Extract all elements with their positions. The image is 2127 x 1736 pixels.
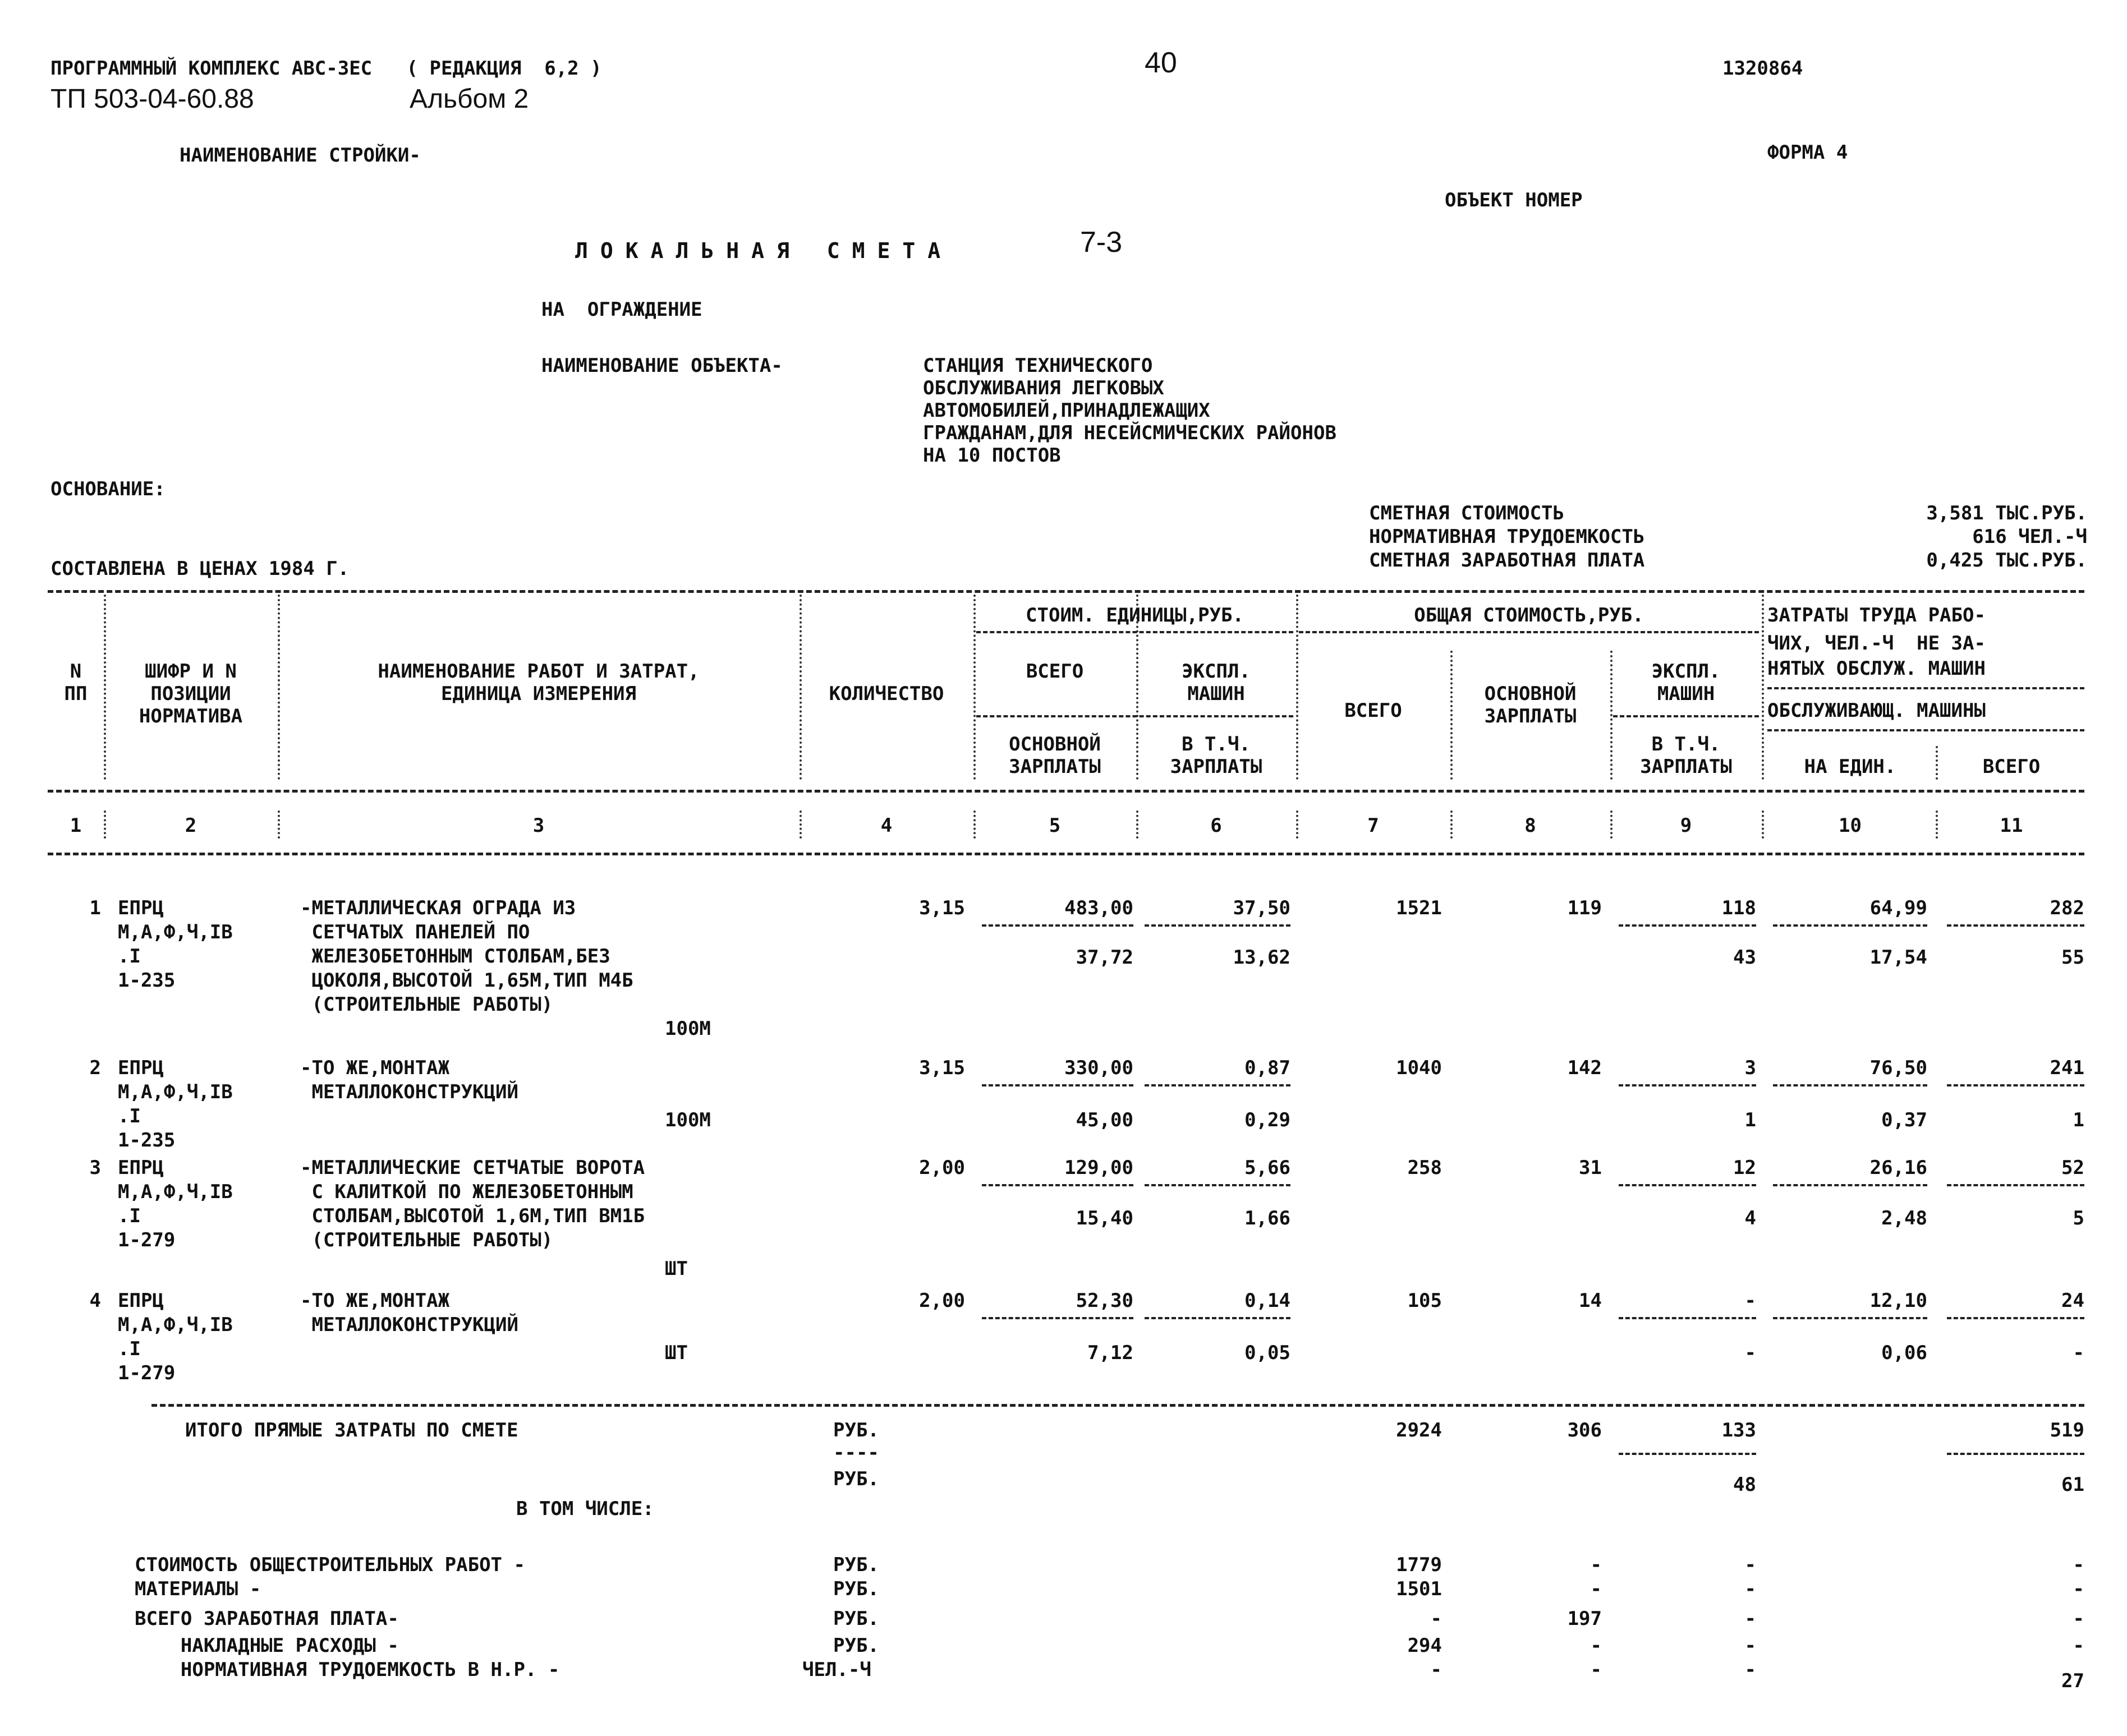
breakdown-total: 1779 xyxy=(1396,1554,1442,1576)
row-labor-unit-mach: 0,37 xyxy=(1881,1109,1927,1131)
breakdown-base: - xyxy=(1590,1554,1602,1576)
col2-header-line-3: НОРМАТИВА xyxy=(139,705,243,727)
breakdown-mach: - xyxy=(1744,1634,1756,1657)
totals-total-mach: 133 xyxy=(1721,1419,1756,1442)
row-unit: 100М xyxy=(665,1017,711,1040)
labor-unit-header: НА ЕДИН. xyxy=(1804,756,1896,778)
header-rule xyxy=(976,631,1293,633)
col-number-10: 10 xyxy=(1839,814,1862,837)
row-labor-total-mach: - xyxy=(2073,1342,2084,1364)
header-rule xyxy=(1767,687,2084,689)
column-separator xyxy=(1296,595,1298,780)
row-total-mach-wage: - xyxy=(1744,1342,1756,1364)
estimate-subject: НА ОГРАЖДЕНИЕ xyxy=(541,298,702,321)
row-code: ЕПРЦ xyxy=(118,1157,164,1179)
column-separator xyxy=(278,811,280,839)
col3-header-line-2: ЕДИНИЦА ИЗМЕРЕНИЯ xyxy=(441,683,636,705)
labor-total-header: ВСЕГО xyxy=(1982,756,2041,778)
col-number-11: 11 xyxy=(2000,814,2023,837)
column-separator xyxy=(1936,811,1938,839)
breakdown-unit: РУБ. xyxy=(833,1554,879,1576)
col-number-8: 8 xyxy=(1524,814,1536,837)
row-unit-mach-wage: 0,05 xyxy=(1244,1342,1290,1364)
breakdown-labor: - xyxy=(2073,1634,2084,1657)
summary-label-wages: СМЕТНАЯ ЗАРАБОТНАЯ ПЛАТА xyxy=(1369,549,1645,572)
row-name: СЕТЧАТЫХ ПАНЕЛЕЙ ПО xyxy=(300,921,530,943)
row-labor-unit-mach: 2,48 xyxy=(1881,1207,1927,1230)
row-total-base: 119 xyxy=(1567,897,1602,919)
column-separator xyxy=(800,811,802,839)
col-number-1: 1 xyxy=(70,814,82,837)
totals-unit-dashes: ---- xyxy=(833,1442,879,1464)
unit-base-wage-header-line-2: ЗАРПЛАТЫ xyxy=(1009,756,1101,778)
row-total: 1521 xyxy=(1396,897,1442,919)
cell-rule xyxy=(1947,1317,2084,1319)
row-unit-total: 483,00 xyxy=(1064,897,1133,919)
cell-rule xyxy=(1619,1317,1756,1319)
totals-total: 2924 xyxy=(1396,1419,1442,1442)
cell-rule xyxy=(982,1317,1133,1319)
row-total-mach-wage: 43 xyxy=(1733,946,1756,969)
totals-label: ИТОГО ПРЯМЫЕ ЗАТРАТЫ ПО СМЕТЕ xyxy=(185,1419,518,1442)
breakdown-total: - xyxy=(1430,1608,1442,1630)
row-unit-mach-wage: 1,66 xyxy=(1244,1207,1290,1230)
row-unit-mach: 37,50 xyxy=(1233,897,1290,919)
col-number-7: 7 xyxy=(1367,814,1379,837)
row-total-base: 14 xyxy=(1579,1290,1602,1312)
cell-rule xyxy=(982,924,1133,927)
row-quantity: 2,00 xyxy=(919,1157,965,1179)
estimate-number: 7-3 xyxy=(1080,226,1123,259)
row-labor-unit-mach: 17,54 xyxy=(1869,946,1927,969)
row-code: ЕПРЦ xyxy=(118,1290,164,1312)
table-top-rule xyxy=(48,590,2084,593)
row-code: .I xyxy=(118,1205,141,1227)
row-labor-unit: 26,16 xyxy=(1869,1157,1927,1179)
header-rule xyxy=(1767,729,2084,731)
row-unit-mach: 0,87 xyxy=(1244,1057,1290,1079)
col-number-9: 9 xyxy=(1680,814,1692,837)
tp-code: ТП 503-04-60.88 xyxy=(50,84,254,114)
row-number: 4 xyxy=(89,1290,101,1312)
breakdown-labor: 27 xyxy=(2061,1670,2084,1692)
row-code: 1-235 xyxy=(118,1129,176,1152)
document-code: 1320864 xyxy=(1722,57,1803,80)
total-mach-wage-header-line-2: ЗАРПЛАТЫ xyxy=(1640,756,1732,778)
row-unit: 100М xyxy=(665,1109,711,1131)
table-body-rule xyxy=(48,853,2084,855)
unit-mach-wage-header-line-1: В Т.Ч. xyxy=(1182,733,1251,756)
cell-rule xyxy=(1619,1184,1756,1186)
row-quantity: 3,15 xyxy=(919,1057,965,1079)
row-code: .I xyxy=(118,1338,141,1360)
row-code: .I xyxy=(118,945,141,968)
header-rule xyxy=(1613,715,1759,717)
row-name: ЦОКОЛЯ,ВЫСОТОЙ 1,65М,ТИП М4Б xyxy=(300,969,633,992)
column-separator xyxy=(1450,651,1453,780)
cell-rule xyxy=(982,1084,1133,1086)
col2-header-line-2: ПОЗИЦИИ xyxy=(150,683,231,705)
row-code: 1-279 xyxy=(118,1362,176,1384)
row-code: М,А,Ф,Ч,IВ xyxy=(118,1081,233,1103)
header-rule xyxy=(1299,631,1759,633)
breakdown-mach: - xyxy=(1744,1659,1756,1681)
row-name: (СТРОИТЕЛЬНЫЕ РАБОТЫ) xyxy=(300,993,553,1016)
row-name: ЖЕЛЕЗОБЕТОННЫМ СТОЛБАМ,БЕЗ xyxy=(300,945,610,968)
row-name: МЕТАЛЛОКОНСТРУКЦИЙ xyxy=(300,1081,518,1103)
row-code: М,А,Ф,Ч,IВ xyxy=(118,1314,233,1336)
row-unit: ШТ xyxy=(665,1258,688,1280)
unit-base-wage-header-line-1: ОСНОВНОЙ xyxy=(1009,733,1101,756)
col2-header-line-1: ШИФР И N xyxy=(145,660,237,683)
table-header-rule xyxy=(48,790,2084,793)
row-unit-base-wage: 45,00 xyxy=(1076,1109,1133,1131)
col-number-3: 3 xyxy=(532,814,545,837)
breakdown-total: - xyxy=(1430,1659,1442,1681)
col1-header-line-1: N xyxy=(70,660,82,683)
object-name-line-3: АВТОМОБИЛЕЙ,ПРИНАДЛЕЖАЩИХ xyxy=(923,399,1210,422)
object-name-line-4: ГРАЖДАНАМ,ДЛЯ НЕСЕЙСМИЧЕСКИХ РАЙОНОВ xyxy=(923,422,1336,444)
row-code: М,А,Ф,Ч,IВ xyxy=(118,921,233,943)
cell-rule xyxy=(1947,1084,2084,1086)
labor-header-line-1: ЗАТРАТЫ ТРУДА РАБО- xyxy=(1767,604,1986,627)
breakdown-labor: - xyxy=(2073,1608,2084,1630)
including-label: В ТОМ ЧИСЛЕ: xyxy=(516,1498,654,1520)
row-total-mach: - xyxy=(1744,1290,1756,1312)
cell-rule xyxy=(1145,1084,1290,1086)
row-code: ЕПРЦ xyxy=(118,1057,164,1079)
breakdown-label: МАТЕРИАЛЫ - xyxy=(135,1578,261,1600)
row-unit-total: 330,00 xyxy=(1064,1057,1133,1079)
unit-mach-header-line-1: ЭКСПЛ. xyxy=(1182,660,1251,683)
totals-unit: РУБ. xyxy=(833,1419,879,1442)
row-code: М,А,Ф,Ч,IВ xyxy=(118,1181,233,1203)
breakdown-total: 1501 xyxy=(1396,1578,1442,1600)
breakdown-label: ВСЕГО ЗАРАБОТНАЯ ПЛАТА- xyxy=(135,1608,399,1630)
album-label: Альбом 2 xyxy=(410,84,529,114)
row-unit-mach-wage: 13,62 xyxy=(1233,946,1290,969)
column-separator xyxy=(1936,746,1938,780)
row-total-mach: 12 xyxy=(1733,1157,1756,1179)
estimate-title: ЛОКАЛЬНАЯ СМЕТА xyxy=(575,238,953,263)
row-labor-total-mach: 5 xyxy=(2073,1207,2084,1230)
row-quantity: 3,15 xyxy=(919,897,965,919)
totals-labor-total: 519 xyxy=(2050,1419,2084,1442)
row-total-base: 31 xyxy=(1579,1157,1602,1179)
column-separator xyxy=(973,595,976,780)
col-number-6: 6 xyxy=(1210,814,1222,837)
row-number: 2 xyxy=(89,1057,101,1079)
column-separator xyxy=(1450,811,1453,839)
breakdown-label: СТОИМОСТЬ ОБЩЕСТРОИТЕЛЬНЫХ РАБОТ - xyxy=(135,1554,525,1576)
summary-label-labor: НОРМАТИВНАЯ ТРУДОЕМКОСТЬ xyxy=(1369,526,1645,548)
object-name-line-1: СТАНЦИЯ ТЕХНИЧЕСКОГО xyxy=(923,354,1153,377)
breakdown-base: - xyxy=(1590,1578,1602,1600)
object-name-line-5: НА 10 ПОСТОВ xyxy=(923,444,1061,467)
breakdown-labor: - xyxy=(2073,1554,2084,1576)
breakdown-base: 197 xyxy=(1567,1608,1602,1630)
breakdown-unit: РУБ. xyxy=(833,1608,879,1630)
row-name: -МЕТАЛЛИЧЕСКАЯ ОГРАДА ИЗ xyxy=(300,897,576,919)
total-base-header-line-2: ЗАРПЛАТЫ xyxy=(1484,705,1577,727)
breakdown-unit: ЧЕЛ.-Ч xyxy=(802,1659,871,1681)
cell-rule xyxy=(1619,1084,1756,1086)
totals-total-mach-wage: 48 xyxy=(1733,1473,1756,1496)
total-mach-wage-header-line-1: В Т.Ч. xyxy=(1651,733,1721,756)
row-code: 1-279 xyxy=(118,1229,176,1251)
row-labor-unit-mach: 0,06 xyxy=(1881,1342,1927,1364)
breakdown-unit: РУБ. xyxy=(833,1634,879,1657)
object-name-line-2: ОБСЛУЖИВАНИЯ ЛЕГКОВЫХ xyxy=(923,377,1164,399)
unit-mach-header-line-2: МАШИН xyxy=(1187,683,1245,705)
labor-header-line-2: ЧИХ, ЧЕЛ.-Ч НЕ ЗА- xyxy=(1767,632,1986,655)
col4-header: КОЛИЧЕСТВО xyxy=(829,683,944,705)
row-unit-mach-wage: 0,29 xyxy=(1244,1109,1290,1131)
object-name-label: НАИМЕНОВАНИЕ ОБЪЕКТА- xyxy=(541,354,783,377)
cell-rule xyxy=(1145,1184,1290,1186)
breakdown-total: 294 xyxy=(1407,1634,1442,1657)
labor-sub-header: ОБСЛУЖИВАЮЩ. МАШИНЫ xyxy=(1767,699,1986,722)
total-cost-header: ОБЩАЯ СТОИМОСТЬ,РУБ. xyxy=(1414,604,1644,627)
row-unit-base-wage: 15,40 xyxy=(1076,1207,1133,1230)
totals-rule xyxy=(151,1404,2084,1407)
column-separator xyxy=(1610,811,1613,839)
unit-mach-wage-header-line-2: ЗАРПЛАТЫ xyxy=(1170,756,1262,778)
breakdown-base: - xyxy=(1590,1659,1602,1681)
row-name: -ТО ЖЕ,МОНТАЖ xyxy=(300,1057,450,1079)
column-separator xyxy=(1296,811,1298,839)
unit-cost-header: СТОИМ. ЕДИНИЦЫ,РУБ. xyxy=(1026,604,1244,627)
row-total-mach: 3 xyxy=(1744,1057,1756,1079)
row-labor-total: 24 xyxy=(2061,1290,2084,1312)
col-number-5: 5 xyxy=(1049,814,1061,837)
row-total: 258 xyxy=(1407,1157,1442,1179)
total-base-header-line-1: ОСНОВНОЙ xyxy=(1484,683,1577,705)
cell-rule xyxy=(1619,1453,1756,1455)
row-total: 105 xyxy=(1407,1290,1442,1312)
breakdown-base: - xyxy=(1590,1634,1602,1657)
breakdown-mach: - xyxy=(1744,1554,1756,1576)
total-mach-header-line-1: ЭКСПЛ. xyxy=(1651,660,1721,683)
unit-total-header: ВСЕГО xyxy=(1026,660,1084,683)
row-name: -МЕТАЛЛИЧЕСКИЕ СЕТЧАТЫЕ ВОРОТА xyxy=(300,1157,645,1179)
summary-value-cost: 3,581 ТЫС.РУБ. xyxy=(1926,502,2087,524)
header-rule xyxy=(976,715,1293,717)
row-labor-total: 282 xyxy=(2050,897,2084,919)
row-labor-total: 241 xyxy=(2050,1057,2084,1079)
program-name: ПРОГРАММНЫЙ КОМПЛЕКС АВС-3ЕС ( РЕДАКЦИЯ 6,2 ) xyxy=(50,57,602,80)
labor-header-line-3: НЯТЫХ ОБСЛУЖ. МАШИН xyxy=(1767,657,1986,680)
row-labor-unit: 12,10 xyxy=(1869,1290,1927,1312)
row-quantity: 2,00 xyxy=(919,1290,965,1312)
column-separator xyxy=(104,595,106,780)
row-total-base: 142 xyxy=(1567,1057,1602,1079)
row-code: 1-235 xyxy=(118,969,176,992)
form-label: ФОРМА 4 xyxy=(1767,141,1848,164)
breakdown-label: НОРМАТИВНАЯ ТРУДОЕМКОСТЬ В Н.Р. - xyxy=(135,1659,560,1681)
row-number: 1 xyxy=(89,897,101,919)
col-number-2: 2 xyxy=(185,814,197,837)
cell-rule xyxy=(1947,924,2084,927)
total-mach-header-line-2: МАШИН xyxy=(1657,683,1715,705)
row-total-mach-wage: 1 xyxy=(1744,1109,1756,1131)
breakdown-label: НАКЛАДНЫЕ РАСХОДЫ - xyxy=(135,1634,399,1657)
breakdown-mach: - xyxy=(1744,1578,1756,1600)
cell-rule xyxy=(1145,1317,1290,1319)
column-separator xyxy=(800,595,802,780)
page-number: 40 xyxy=(1145,47,1177,79)
row-total: 1040 xyxy=(1396,1057,1442,1079)
cell-rule xyxy=(1773,1317,1927,1319)
cell-rule xyxy=(982,1184,1133,1186)
row-labor-unit: 64,99 xyxy=(1869,897,1927,919)
row-number: 3 xyxy=(89,1157,101,1179)
summary-value-wages: 0,425 ТЫС.РУБ. xyxy=(1926,549,2087,572)
totals-unit-2: РУБ. xyxy=(833,1468,879,1490)
row-unit-total: 52,30 xyxy=(1076,1290,1133,1312)
total-all-header: ВСЕГО xyxy=(1344,699,1402,722)
row-name: МЕТАЛЛОКОНСТРУКЦИЙ xyxy=(300,1314,518,1336)
cell-rule xyxy=(1773,924,1927,927)
row-code: ЕПРЦ xyxy=(118,897,164,919)
row-total-mach: 118 xyxy=(1721,897,1756,919)
object-number-label: ОБЪЕКТ НОМЕР xyxy=(1445,189,1583,211)
row-labor-total: 52 xyxy=(2061,1157,2084,1179)
row-unit-total: 129,00 xyxy=(1064,1157,1133,1179)
row-unit-base-wage: 37,72 xyxy=(1076,946,1133,969)
column-separator xyxy=(1762,811,1764,839)
cell-rule xyxy=(1773,1184,1927,1186)
row-unit-mach: 5,66 xyxy=(1244,1157,1290,1179)
col1-header-line-2: ПП xyxy=(64,683,88,705)
breakdown-labor: - xyxy=(2073,1578,2084,1600)
summary-value-labor: 616 ЧЕЛ.-Ч xyxy=(1972,526,2087,548)
column-separator xyxy=(1136,811,1138,839)
column-separator xyxy=(104,811,106,839)
cell-rule xyxy=(1145,924,1290,927)
summary-label-cost: СМЕТНАЯ СТОИМОСТЬ xyxy=(1369,502,1564,524)
cell-rule xyxy=(1619,924,1756,927)
row-unit: ШТ xyxy=(665,1342,688,1364)
construction-label: НАИМЕНОВАНИЕ СТРОЙКИ- xyxy=(180,144,421,167)
row-unit-base-wage: 7,12 xyxy=(1087,1342,1133,1364)
row-name: С КАЛИТКОЙ ПО ЖЕЛЕЗОБЕТОННЫМ xyxy=(300,1181,633,1203)
col3-header-line-1: НАИМЕНОВАНИЕ РАБОТ И ЗАТРАТ, xyxy=(378,660,700,683)
breakdown-mach: - xyxy=(1744,1608,1756,1630)
cell-rule xyxy=(1947,1184,2084,1186)
row-name: СТОЛБАМ,ВЫСОТОЙ 1,6М,ТИП ВМ1Б xyxy=(300,1205,645,1227)
row-name: (СТРОИТЕЛЬНЫЕ РАБОТЫ) xyxy=(300,1229,553,1251)
cell-rule xyxy=(1947,1453,2084,1455)
totals-total-base: 306 xyxy=(1567,1419,1602,1442)
basis-label: ОСНОВАНИЕ: xyxy=(50,478,166,500)
row-labor-total-mach: 55 xyxy=(2061,946,2084,969)
col-number-4: 4 xyxy=(880,814,893,837)
column-separator xyxy=(1762,595,1764,780)
column-separator xyxy=(278,595,280,780)
column-separator xyxy=(1610,651,1613,780)
breakdown-unit: РУБ. xyxy=(833,1578,879,1600)
row-labor-total-mach: 1 xyxy=(2073,1109,2084,1131)
prices-label: СОСТАВЛЕНА В ЦЕНАХ 1984 Г. xyxy=(50,558,350,580)
column-separator xyxy=(973,811,976,839)
cell-rule xyxy=(1773,1084,1927,1086)
row-unit-mach: 0,14 xyxy=(1244,1290,1290,1312)
totals-labor-total-mach: 61 xyxy=(2061,1473,2084,1496)
row-labor-unit: 76,50 xyxy=(1869,1057,1927,1079)
row-total-mach-wage: 4 xyxy=(1744,1207,1756,1230)
row-code: .I xyxy=(118,1105,141,1127)
row-name: -ТО ЖЕ,МОНТАЖ xyxy=(300,1290,450,1312)
